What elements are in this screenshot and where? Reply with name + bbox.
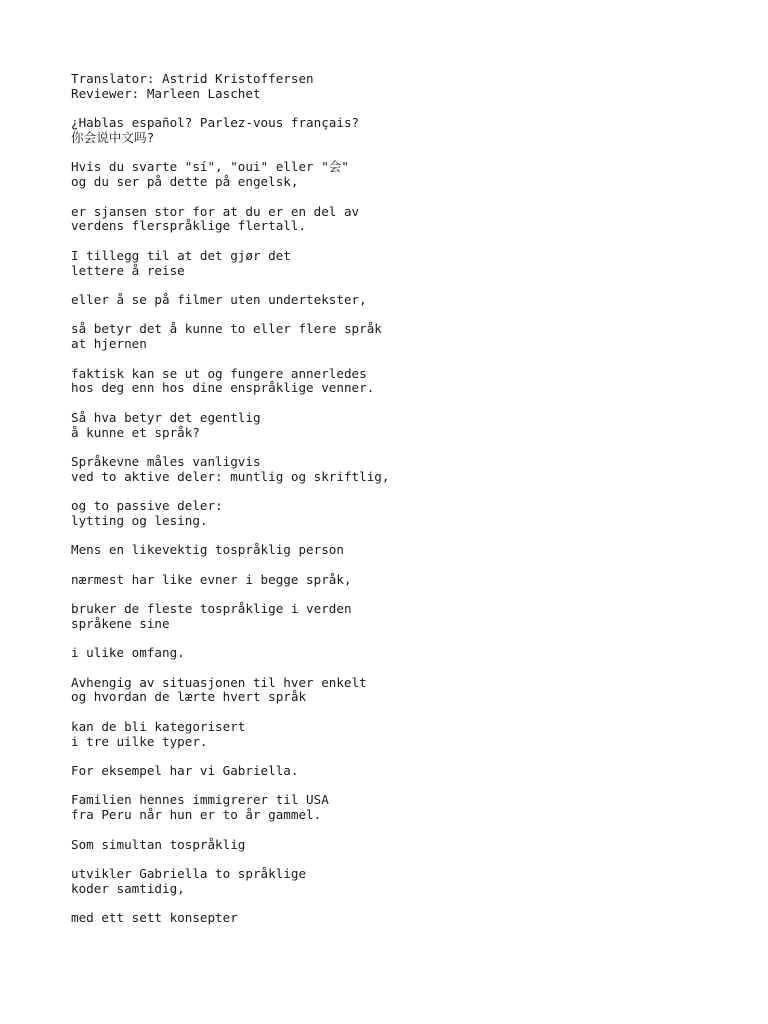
paragraph [71, 249, 711, 279]
text-line: ved to aktive deler: muntlig og skriftlig, [71, 468, 390, 484]
text-line: at hjernen [71, 336, 147, 352]
paragraph [71, 367, 711, 397]
text-line: I tillegg til at det gjør det [71, 247, 291, 263]
paragraph [71, 573, 711, 588]
paragraph-credits [71, 72, 711, 102]
text-line: i tre uilke typer. [71, 733, 208, 749]
paragraph [71, 322, 711, 352]
text-line: Som simultan tospråklig [71, 836, 246, 852]
paragraph [71, 911, 711, 926]
paragraph [71, 646, 711, 661]
paragraph [71, 793, 711, 823]
text-line: Så hva betyr det egentlig [71, 409, 261, 425]
text-line: nærmest har like evner i begge språk, [71, 571, 352, 587]
paragraph [71, 602, 711, 632]
paragraph [71, 838, 711, 853]
paragraph [71, 764, 711, 779]
text-line: og du ser på dette på engelsk, [71, 174, 299, 190]
text-line: Familien hennes immigrerer til USA [71, 792, 329, 808]
paragraph [71, 676, 711, 706]
text-line: Translator: Astrid Kristoffersen [71, 71, 314, 86]
text-line: verdens flerspråklige flertall. [71, 218, 307, 234]
text-line: utvikler Gabriella to språklige [71, 865, 307, 881]
text-line: å kunne et språk? [71, 424, 200, 440]
transcript-document [71, 72, 711, 941]
paragraph [71, 543, 711, 558]
text-line: hos deg enn hos dine enspråklige venner. [71, 380, 375, 396]
text-line: og hvordan de lærte hvert språk [71, 689, 307, 705]
text-line: og to passive deler: [71, 498, 223, 514]
text-line: så betyr det å kunne to eller flere språk [71, 321, 382, 337]
paragraph [71, 293, 711, 308]
paragraph [71, 720, 711, 750]
paragraph [71, 499, 711, 529]
text-line: ¿Hablas español? Parlez-vous français? [71, 115, 360, 131]
paragraph [71, 411, 711, 441]
text-line: kan de bli kategorisert [71, 718, 246, 734]
text-line: Hvis du svarte "sí", "oui" eller "会" [71, 159, 349, 175]
text-line: Språkevne måles vanligvis [71, 453, 261, 469]
text-line: i ulike omfang. [71, 645, 185, 661]
text-line: koder samtidig, [71, 880, 185, 896]
paragraph [71, 205, 711, 235]
text-line: For eksempel har vi Gabriella. [71, 763, 299, 778]
text-line: Reviewer: Marleen Laschet [71, 85, 261, 101]
text-line: er sjansen stor for at du er en del av [71, 203, 360, 219]
paragraph [71, 160, 711, 190]
paragraph [71, 116, 711, 146]
text-line: med ett sett konsepter [71, 910, 238, 926]
text-line: språkene sine [71, 615, 170, 631]
text-line: eller å se på filmer uten undertekster, [71, 291, 367, 307]
text-line: fra Peru når hun er to år gammel. [71, 807, 322, 823]
text-line: faktisk kan se ut og fungere annerledes [71, 365, 367, 381]
text-line: lytting og lesing. [71, 512, 208, 528]
text-line: 你会说中文吗? [71, 129, 155, 145]
text-line: Mens en likevektig tospråklig person [71, 542, 344, 558]
text-line: Avhengig av situasjonen til hver enkelt [71, 674, 367, 690]
text-line: bruker de fleste tospråklige i verden [71, 601, 352, 617]
paragraph [71, 867, 711, 897]
text-line: lettere å reise [71, 262, 185, 278]
paragraph [71, 455, 711, 485]
